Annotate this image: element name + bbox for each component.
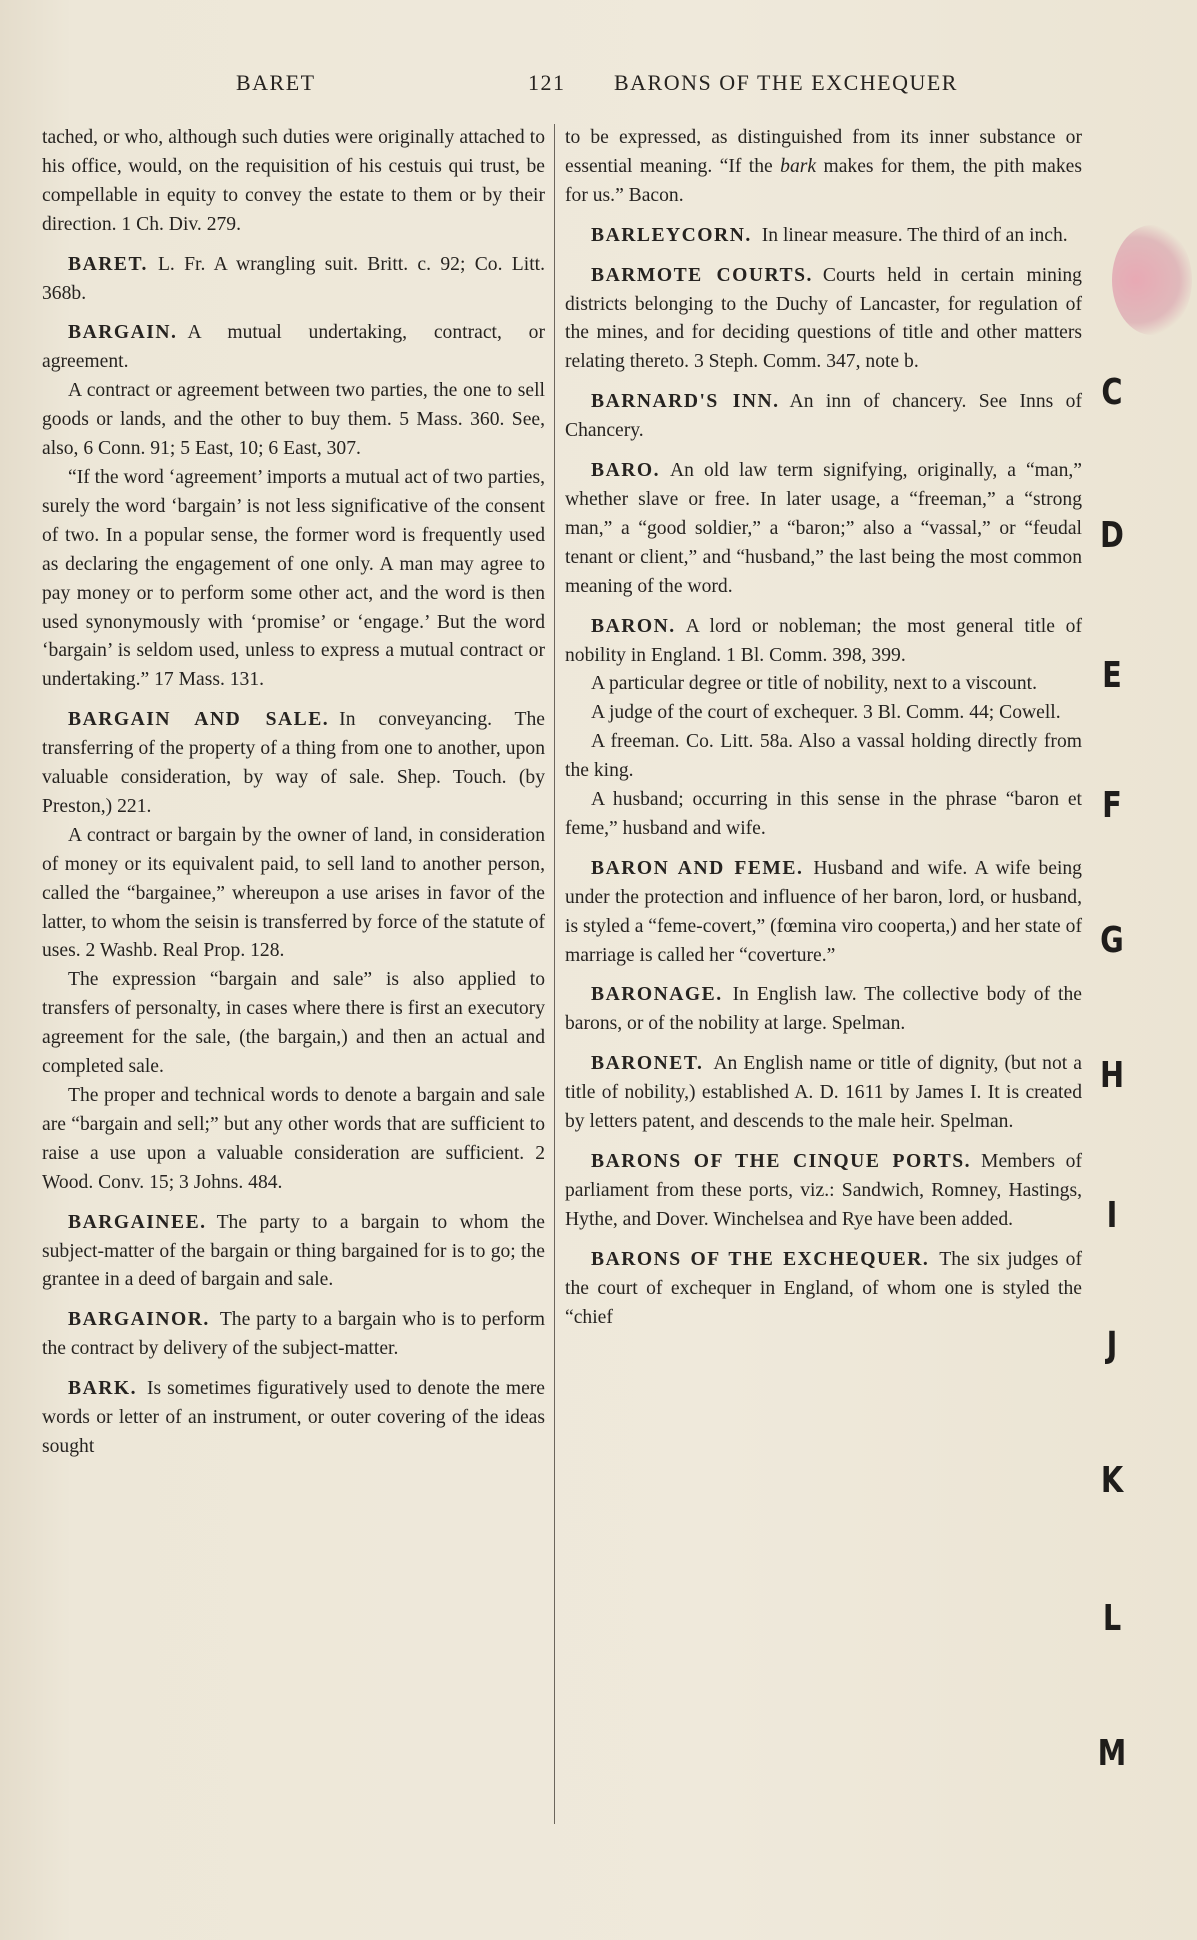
running-header	[0, 70, 1197, 102]
headword: BARGAIN AND SALE.	[68, 709, 330, 731]
definition: The six judges of the court of exchequer in England, of whom one is styled the “chief	[565, 1248, 1082, 1328]
entry-baret	[42, 251, 545, 309]
entry-bargain	[42, 319, 545, 695]
headword: BARON AND FEME.	[591, 857, 804, 879]
thumb-index-letter[interactable]: E	[1102, 655, 1122, 696]
page-number: 121	[528, 70, 566, 95]
headword: BARON.	[591, 615, 676, 637]
sub-definition: A judge of the court of exchequer. 3 Bl. Comm. 44; Cowell.	[591, 702, 1061, 724]
definition: The party to a bargain who is to perform the contract by delivery of the subject-matter.	[42, 1309, 545, 1360]
entry-baronage	[565, 981, 1082, 1039]
thumb-index	[1092, 0, 1152, 1940]
definition: A mutual undertaking, contract, or agreement.	[42, 322, 545, 373]
column-divider	[554, 124, 555, 1824]
thumb-index-letter[interactable]: G	[1100, 920, 1124, 961]
header-guide-word-right: BARONS OF THE EXCHEQUER	[614, 70, 958, 95]
thumb-index-letter[interactable]: C	[1101, 372, 1123, 413]
headword: BARO.	[591, 460, 661, 482]
continued-text	[565, 124, 1082, 211]
headword: BARGAINEE.	[68, 1211, 207, 1233]
definition: Members of parliament from these ports, viz.: Sandwich, Romney, Hastings, Hythe, and Dover. Winchelsea and Rye have been added.	[565, 1151, 1082, 1230]
entry-barons-of-the-cinque-ports	[565, 1148, 1082, 1235]
continued-text-part: to be expressed, as distinguished from its inner substance or essential meaning. “If the	[565, 127, 1082, 177]
thumb-index-letter[interactable]: K	[1100, 1460, 1124, 1501]
thumb-index-letter[interactable]: I	[1106, 1195, 1118, 1236]
headword: BARONET.	[591, 1053, 704, 1075]
entry-barleycorn	[565, 222, 1082, 251]
headword: BARNARD'S INN.	[591, 391, 780, 413]
left-column	[42, 124, 545, 1473]
sub-definition: A contract or bargain by the owner of land, in consideration of money or its equivalent paid, to sell land to another person, called the “bargainee,” whereupon a use arises in favor of the latter, to whom the seisin is transferred by force of the statute of uses. 2 Washb. Real Prop. 128.	[42, 824, 545, 962]
headword: BARET.	[68, 253, 148, 275]
definition: Is sometimes figuratively used to denote the mere words or letter of an instrument, or outer covering of the ideas sought	[42, 1378, 545, 1457]
headword: BARGAIN.	[68, 322, 178, 344]
headword: BARONAGE.	[591, 984, 723, 1006]
thumb-index-letter[interactable]: H	[1099, 1055, 1125, 1096]
headword: BARK.	[68, 1378, 138, 1400]
definition: The party to a bargain to whom the subject-matter of the bargain or thing bargained for is to go; the grantee in a deed of bargain and sale.	[42, 1211, 545, 1291]
thumb-index-letter[interactable]: D	[1100, 515, 1124, 556]
definition: In English law. The collective body of the barons, or of the nobility at large. Spelman.	[565, 984, 1082, 1035]
sub-definition: A husband; occurring in this sense in the phrase “baron et feme,” husband and wife.	[565, 789, 1082, 839]
entry-barons-of-the-exchequer	[565, 1246, 1082, 1333]
entry-baro	[565, 457, 1082, 602]
right-column	[565, 124, 1082, 1343]
continued-text-part: makes for them, the pith makes for us.” Bacon.	[565, 155, 1082, 206]
entry-barmote-courts	[565, 262, 1082, 378]
headword: BARGAINOR.	[68, 1309, 210, 1331]
entry-bargainee	[42, 1209, 545, 1296]
sub-definition: A contract or agreement between two parties, the one to sell goods or lands, and the other to buy them. 5 Mass. 360. See, also, 6 Conn. 91; 5 East, 10; 6 East, 307.	[42, 380, 545, 460]
entry-bargain-and-sale	[42, 706, 545, 1197]
sub-definition: A freeman. Co. Litt. 58a. Also a vassal holding directly from the king.	[565, 731, 1082, 782]
thumb-index-letter[interactable]: L	[1102, 1598, 1122, 1639]
definition: A lord or nobleman; the most general title of nobility in England. 1 Bl. Comm. 398, 399.	[565, 615, 1082, 666]
sub-definition: “If the word ‘agreement’ imports a mutual act of two parties, surely the word ‘bargain’ is not less significative of the consent of two. In a popular sense, the former word is frequently used as declaring the engagement of one only. A man may agree to pay money or to perform some other act, and the word is then used synonymously with ‘promise’ or ‘engage.’ But the word ‘bargain’ is seldom used, unless to express a mutual contract or undertaking.” 17 Mass. 131.	[42, 466, 545, 691]
definition: Courts held in certain mining districts belonging to the Duchy of Lancaster, for regulation of the mines, and for deciding questions of title and other matters relating thereto. 3 Steph. Comm. 347, note b.	[565, 264, 1082, 373]
headword: BARONS OF THE CINQUE PORTS.	[591, 1151, 972, 1172]
definition: An English name or title of dignity, (but not a title of nobility,) established A. D. 1611 by James I. It is created by letters patent, and descends to the male heir. Spelman.	[565, 1053, 1082, 1133]
sub-definition: A particular degree or title of nobility, next to a viscount.	[591, 673, 1037, 695]
entry-barnards-inn	[565, 388, 1082, 446]
entry-bark	[42, 1375, 545, 1462]
thumb-index-letter[interactable]: M	[1097, 1733, 1127, 1774]
entry-baronet	[565, 1050, 1082, 1137]
definition: In conveyancing. The transferring of the property of a thing from one to another, upon valuable consideration, by way of sale. Shep. Touch. (by Preston,) 221.	[42, 709, 545, 817]
entry-bargainor	[42, 1306, 545, 1364]
entry-baron	[565, 613, 1082, 844]
definition: L. Fr. A wrangling suit. Britt. c. 92; Co. Litt. 368b.	[42, 253, 545, 304]
headword: BARMOTE COURTS.	[591, 264, 813, 286]
thumb-index-letter[interactable]: J	[1106, 1325, 1118, 1366]
header-guide-word-left: BARET	[236, 70, 316, 95]
sub-definition: The proper and technical words to denote a bargain and sale are “bargain and sell;” but any other words that are sufficient to raise a use upon a valuable consideration are sufficient. 2 Wood. Conv. 15; 3 Johns. 484.	[42, 1085, 545, 1193]
sub-definition: The expression “bargain and sale” is also applied to transfers of personalty, in cases where there is first an executory agreement for the sale, (the bargain,) and then an actual and completed sale.	[42, 969, 545, 1078]
thumb-index-letter[interactable]: F	[1102, 785, 1122, 826]
headword: BARLEYCORN.	[591, 224, 752, 246]
entry-baron-and-feme	[565, 855, 1082, 971]
headword: BARONS OF THE EXCHEQUER.	[591, 1248, 930, 1270]
definition: In linear measure. The third of an inch.	[761, 224, 1068, 246]
definition: An inn of chancery. See Inns of Chancery.	[565, 391, 1082, 442]
definition: Husband and wife. A wife being under the protection and influence of her baron, lord, or husband, is styled a “feme-covert,” (fœmina viro cooperta,) and her state of marriage is called her “coverture.”	[565, 857, 1082, 966]
definition: An old law term signifying, originally, a “man,” whether slave or free. In later usage, a “freeman,” a “strong man,” a “good soldier,” a “baron;” also a “vassal,” or “feudal tenant or client,” and “husband,” the last being the most common meaning of the word.	[565, 460, 1082, 597]
thumb-tab-marker	[1112, 225, 1192, 335]
continued-text: tached, or who, although such duties were originally attached to his office, would, on the requisition of his cestuis qui trust, be compellable in equity to convey the estate to them or by their direction. 1 Ch. Div. 279.	[42, 127, 545, 235]
continued-text-italic: bark	[780, 155, 817, 177]
